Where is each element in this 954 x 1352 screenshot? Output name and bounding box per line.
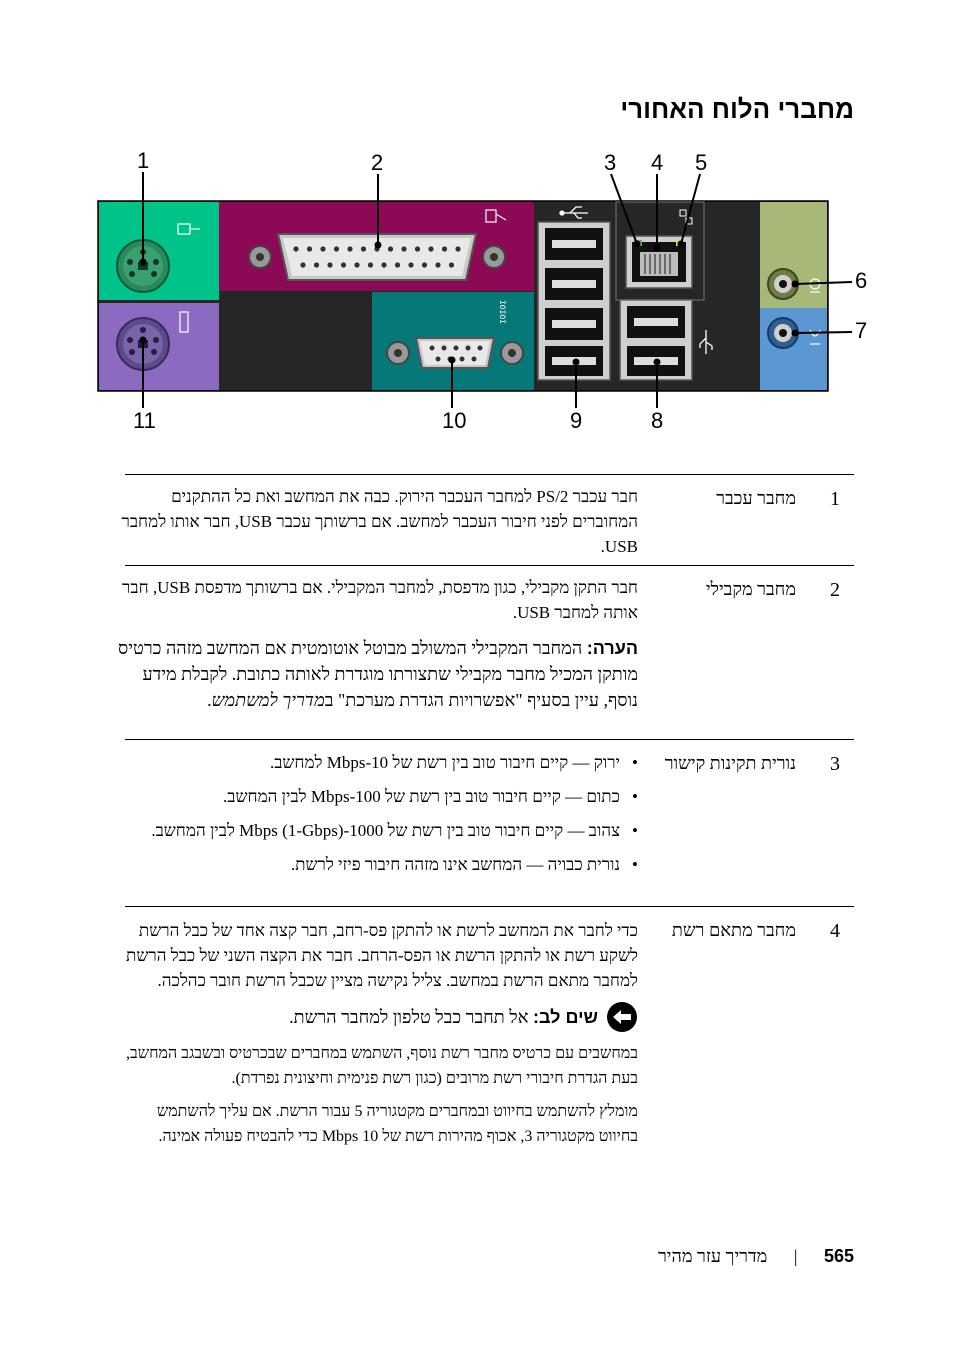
footer-text: מדריך עזר מהיר bbox=[657, 1246, 768, 1266]
parallel-pin bbox=[381, 262, 386, 267]
row-2-label: מחבר מקבילי bbox=[705, 579, 796, 599]
row-4-desc: כדי לחבר את המחשב לרשת או להתקן פס-רחב, חבר קצה אחד של כבל הרשת לשקע רשת או להתקן הרשת או הפס-הרחב. חבר את הקצה השני של כבל הרשת למחבר מתאם הרשת במחשב. צליל נקישה מציין שכבל הרשת חובר כהלכה. שים לב: אל תחבר כבל טלפון למחבר הרשת. במחשבים עם כרטיס מחבר רשת נוסף, השתמש במחברים שבכרטיס ובשבגב המחשב, בעת הגדרת חיבורי רשת מרובים (כגון רשת פנימית וחיצונית נפרדת). מומלץ להשתמש בחיווט ובמחברים מקטגוריה 5 עבור הרשת. אם עליך להשתמש בחיווט מקטגוריה 3, אכוף מהירות רשת של 10 Mbps כדי להבטיח פעולה אמינה. bbox=[118, 918, 638, 1149]
row-3-desc bbox=[118, 750, 638, 877]
back-panel-figure bbox=[0, 0, 954, 460]
note-label: הערה: bbox=[586, 638, 638, 658]
callout-11: 11 bbox=[133, 408, 156, 433]
parallel-pin bbox=[388, 246, 393, 251]
table-rule-3 bbox=[125, 906, 854, 907]
parallel-pin bbox=[341, 262, 346, 267]
callout-4: 4 bbox=[651, 150, 664, 175]
row-4-number: 4 bbox=[830, 920, 840, 942]
callout-3: 3 bbox=[604, 150, 617, 175]
row-1-label: מחבר עכבר bbox=[716, 488, 796, 508]
list-item: • צהוב — קיים חיבור טוב בין רשת של 1000-Mbps (1-Gbps) לבין המחשב. bbox=[118, 818, 638, 843]
parallel-pin bbox=[293, 246, 298, 251]
parallel-pin bbox=[361, 246, 366, 251]
user-guide-ref: מדריך למשתמש bbox=[211, 690, 325, 710]
row-2-note: הערה: המחבר המקבילי המשולב מבוטל אוטומטית אם המחשב מזהה כרטיס מותקן המכיל מחבר מקבילי שתצורתו מוגדרת לאותה כתובת. לקבלת מידע נוסף, עיין בסעיף "אפשרויות הגדרת מערכת" במדריך למשתמש. bbox=[117, 638, 638, 710]
parallel-pin bbox=[300, 262, 305, 267]
list-item: • ירוק — קיים חיבור טוב בין רשת של 10-Mbps למחשב. bbox=[118, 750, 638, 775]
serial-icon: IOIOI bbox=[497, 300, 506, 325]
parallel-pin bbox=[408, 262, 413, 267]
parallel-pin bbox=[320, 246, 325, 251]
list-item: • נורית כבויה — המחשב אינו מזהה חיבור פיזי לרשת. bbox=[118, 852, 638, 877]
callout-1: 1 bbox=[137, 148, 150, 173]
footer-divider: | bbox=[793, 1246, 798, 1266]
row-3-label: נורית תקינות קישור bbox=[664, 753, 796, 773]
page-footer bbox=[658, 1246, 854, 1267]
callout-10: 10 bbox=[442, 408, 467, 433]
notice-label: שים לב: bbox=[533, 1007, 598, 1027]
parallel-pin bbox=[314, 262, 319, 267]
parallel-pin bbox=[401, 246, 406, 251]
parallel-pin bbox=[422, 262, 427, 267]
row-2-desc: חבר התקן מקבילי, כגון מדפסת, למחבר המקבילי. אם ברשותך מדפסת USB, חבר אותה למחבר USB. הערה: המחבר המקבילי המשולב מבוטל אוטומטית אם המחשב מזהה כרטיס מותקן המכיל מחבר מקבילי שתצורתו מוגדרת לאותה כתובת. לקבלת מידע נוסף, עיין בסעיף "אפשרויות הגדרת מערכת" במדריך למשתמש. bbox=[118, 575, 638, 713]
notice-block: שים לב: אל תחבר כבל טלפון למחבר הרשת. bbox=[118, 1001, 638, 1033]
parallel-pin bbox=[449, 262, 454, 267]
parallel-pin bbox=[354, 262, 359, 267]
table-rule-1 bbox=[125, 565, 854, 566]
parallel-pin bbox=[442, 246, 447, 251]
usb-ports-left bbox=[538, 222, 610, 380]
parallel-pin bbox=[368, 262, 373, 267]
parallel-pin bbox=[395, 262, 400, 267]
row-1-number: 1 bbox=[830, 488, 840, 510]
parallel-pin bbox=[415, 246, 420, 251]
parallel-pin bbox=[455, 246, 460, 251]
callout-9: 9 bbox=[570, 408, 583, 433]
table-rule-top bbox=[125, 474, 854, 475]
page-title: מחברי הלוח האחורי bbox=[620, 94, 854, 124]
row-2-number: 2 bbox=[830, 579, 840, 601]
parallel-pin bbox=[347, 246, 352, 251]
line-out-area bbox=[760, 308, 827, 390]
table-rule-2 bbox=[125, 739, 854, 740]
callout-7: 7 bbox=[855, 318, 868, 343]
row-1-desc: חבר עכבר PS/2 למחבר העכבר הירוק. כבה את המחשב ואת כל ההתקנים המחוברים לפני חיבור העכבר למחשב. אם ברשותך עכבר USB, חבר אותו למחבר USB. bbox=[121, 487, 638, 556]
callout-6: 6 bbox=[855, 268, 868, 293]
callout-2: 2 bbox=[371, 150, 384, 175]
parallel-pin bbox=[435, 262, 440, 267]
callout-8: 8 bbox=[651, 408, 664, 433]
parallel-pin bbox=[428, 246, 433, 251]
notice-icon bbox=[606, 1001, 638, 1033]
row-3-number: 3 bbox=[830, 753, 840, 775]
parallel-pin bbox=[307, 246, 312, 251]
parallel-pin bbox=[334, 246, 339, 251]
row-4-label: מחבר מתאם רשת bbox=[671, 920, 796, 940]
list-item: • כתום — קיים חיבור טוב בין רשת של 100-Mbps לבין המחשב. bbox=[118, 784, 638, 809]
page-number: 565 bbox=[823, 1246, 854, 1266]
parallel-pin bbox=[327, 262, 332, 267]
callout-5: 5 bbox=[695, 150, 708, 175]
